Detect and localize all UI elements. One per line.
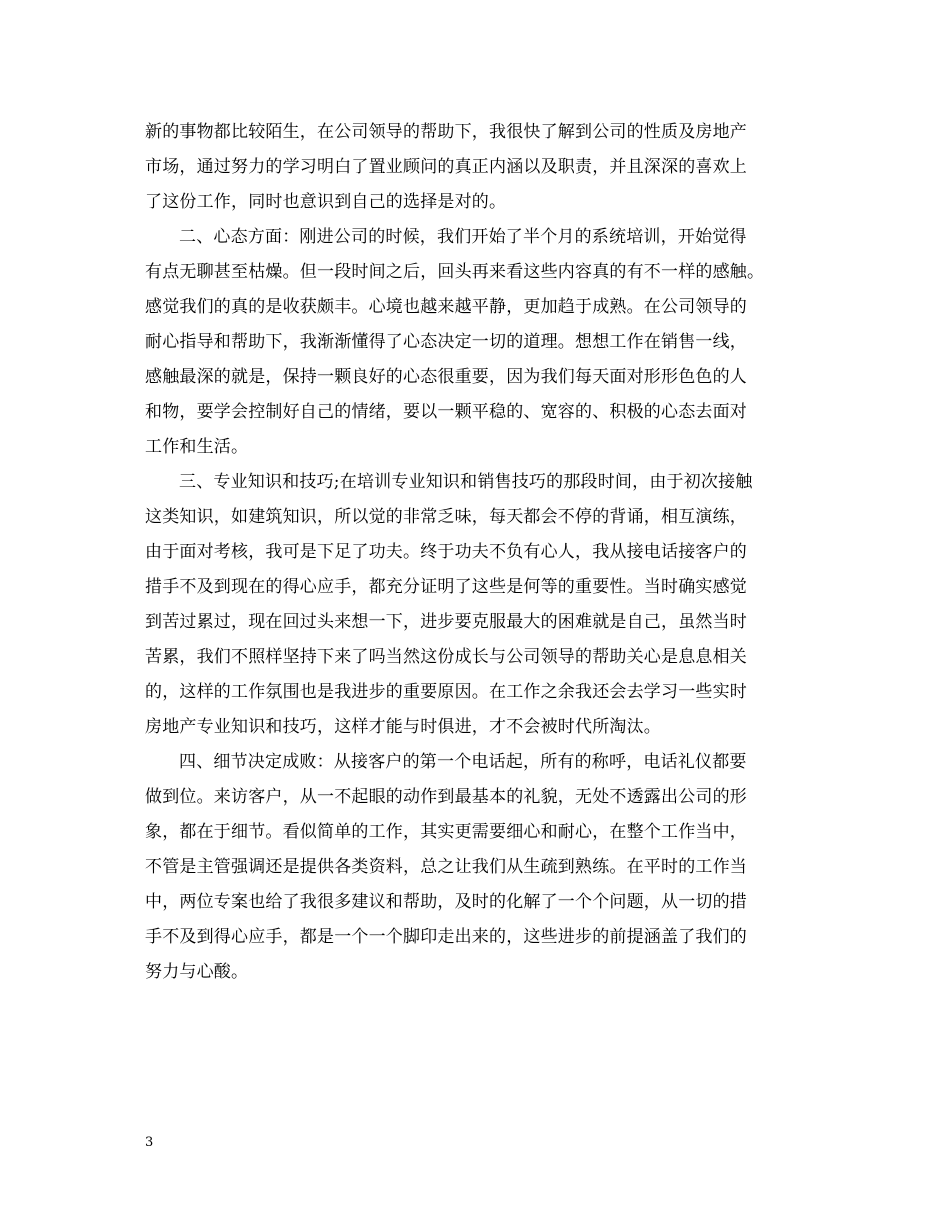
text-line: 和物，要学会控制好自己的情绪，要以一颗平稳的、宽容的、积极的心态去面对 bbox=[145, 402, 747, 422]
text-line: 感触最深的就是，保持一颗良好的心态很重要，因为我们每天面对形形色色的人 bbox=[145, 367, 747, 387]
page-number: 3 bbox=[145, 1135, 154, 1150]
text-line: 到苦过累过，现在回过头来想一下，进步要克服最大的困难就是自己，虽然当时 bbox=[145, 612, 747, 632]
text-line: 感觉我们的真的是收获颇丰。心境也越来越平静，更加趋于成熟。在公司领导的 bbox=[145, 297, 747, 317]
text-line: 象，都在于细节。看似简单的工作，其实更需要细心和耐心，在整个工作当中， bbox=[145, 822, 747, 842]
text-line: 新的事物都比较陌生，在公司领导的帮助下，我很快了解到公司的性质及房地产 bbox=[145, 122, 747, 142]
text-line: 这类知识，如建筑知识，所以觉的非常乏味，每天都会不停的背诵，相互演练， bbox=[145, 507, 747, 527]
text-line: 中，两位专案也给了我很多建议和帮助，及时的化解了一个个问题，从一切的措 bbox=[145, 892, 747, 912]
text-line: 的，这样的工作氛围也是我进步的重要原因。在工作之余我还会去学习一些实时 bbox=[145, 682, 747, 702]
text-line: 努力与心酸。 bbox=[145, 962, 249, 982]
paragraph-heading-details: 四、细节决定成败：从接客户的第一个电话起，所有的称呼，电话礼仪都要 bbox=[179, 752, 747, 772]
text-line: 苦累，我们不照样坚持下来了吗当然这份成长与公司领导的帮助关心是息息相关 bbox=[145, 647, 747, 667]
text-line: 房地产专业知识和技巧，这样才能与时俱进，才不会被时代所淘汰。 bbox=[145, 717, 661, 737]
paragraph-heading-mindset: 二、心态方面：刚进公司的时候，我们开始了半个月的系统培训，开始觉得 bbox=[179, 227, 747, 247]
text-line: 有点无聊甚至枯燥。但一段时间之后，回头再来看这些内容真的有不一样的感触。 bbox=[145, 262, 765, 282]
text-line: 市场，通过努力的学习明白了置业顾问的真正内涵以及职责，并且深深的喜欢上 bbox=[145, 157, 747, 177]
body-text bbox=[145, 115, 805, 990]
text-line: 做到位。来访客户，从一不起眼的动作到最基本的礼貌，无处不透露出公司的形 bbox=[145, 787, 747, 807]
text-line: 由于面对考核，我可是下足了功夫。终于功夫不负有心人，我从接电话接客户的 bbox=[145, 542, 747, 562]
text-line: 耐心指导和帮助下，我渐渐懂得了心态决定一切的道理。想想工作在销售一线， bbox=[145, 332, 747, 352]
text-line: 了这份工作，同时也意识到自己的选择是对的。 bbox=[145, 192, 507, 212]
paragraph-heading-skills: 三、专业知识和技巧;在培训专业知识和销售技巧的那段时间，由于初次接触 bbox=[179, 472, 753, 492]
text-line: 不管是主管强调还是提供各类资料，总之让我们从生疏到熟练。在平时的工作当 bbox=[145, 857, 747, 877]
text-line: 措手不及到现在的得心应手，都充分证明了这些是何等的重要性。当时确实感觉 bbox=[145, 577, 747, 597]
text-line: 手不及到得心应手，都是一个一个脚印走出来的，这些进步的前提涵盖了我们的 bbox=[145, 927, 747, 947]
text-line: 工作和生活。 bbox=[145, 437, 249, 457]
